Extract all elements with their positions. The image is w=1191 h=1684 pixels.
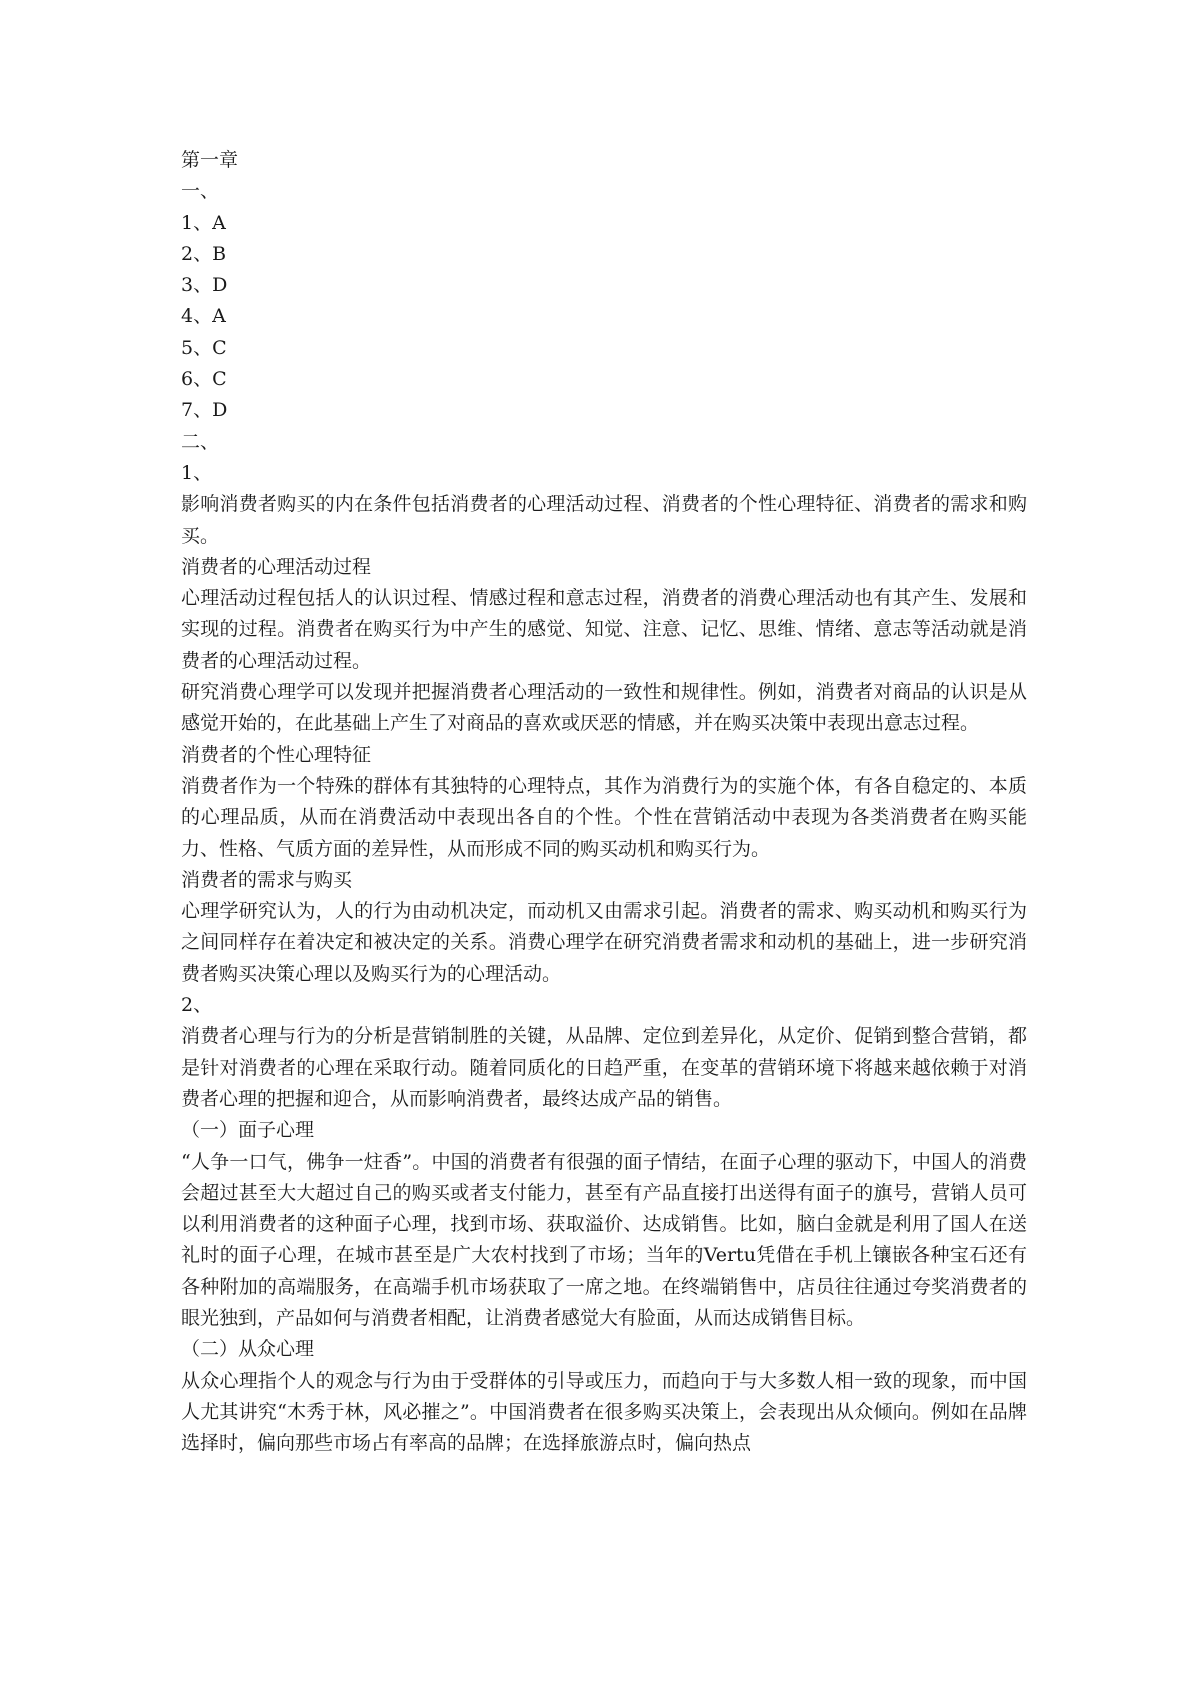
- paragraph: 影响消费者购买的内在条件包括消费者的心理活动过程、消费者的个性心理特征、消费者的需求和购买。: [181, 493, 1027, 547]
- question-number: 2、: [181, 994, 213, 1017]
- paragraph: 心理活动过程包括人的认识过程、情感过程和意志过程，消费者的消费心理活动也有其产生、发展和实现的过程。消费者在购买行为中产生的感觉、知觉、注意、记忆、思维、情绪、意志等活动就是消费者的心理活动过程。: [181, 587, 1027, 672]
- subheading: 消费者的需求与购买: [181, 868, 353, 891]
- paragraph: 从众心理指个人的观念与行为由于受群体的引导或压力，而趋向于与大多数人相一致的现象，而中国人尤其讲究“木秀于林，风必摧之”。中国消费者在很多购买决策上，会表现出从众倾向。例如在品牌选择时，偏向那些市场占有率高的品牌；在选择旅游点时，偏向热点: [181, 1369, 1027, 1455]
- answer-item: 2、B: [181, 242, 227, 265]
- document-body: [181, 145, 1027, 1459]
- answer-item: 6、C: [181, 368, 227, 391]
- paragraph: 消费者作为一个特殊的群体有其独特的心理特点，其作为消费行为的实施个体，有各自稳定的、本质的心理品质，从而在消费活动中表现出各自的个性。个性在营销活动中表现为各类消费者在购买能力、性格、气质方面的差异性，从而形成不同的购买动机和购买行为。: [181, 774, 1027, 860]
- section-heading-1: 一、: [181, 180, 220, 203]
- paragraph: “人争一口气，佛争一炷香”。中国的消费者有很强的面子情结，在面子心理的驱动下，中国人的消费会超过甚至大大超过自己的购买或者支付能力，甚至有产品直接打出送得有面子的旗号，营销人员可以利用消费者的这种面子心理，找到市场、获取溢价、达成销售。比如，脑白金就是利用了国人在送礼时的面子心理，在城市甚至是广大农村找到了市场；当年的Vertu凭借在手机上镶嵌各种宝石还有各种附加的高端服务，在高端手机市场获取了一席之地。在终端销售中，店员往往通过夸奖消费者的眼光独到，产品如何与消费者相配，让消费者感觉大有脸面，从而达成销售目标。: [181, 1150, 1027, 1329]
- paragraph: 研究消费心理学可以发现并把握消费者心理活动的一致性和规律性。例如，消费者对商品的认识是从感觉开始的，在此基础上产生了对商品的喜欢或厌恶的情感，并在购买决策中表现出意志过程。: [181, 681, 1027, 735]
- subheading: 消费者的个性心理特征: [181, 743, 372, 766]
- subheading: （一）面子心理: [181, 1119, 315, 1142]
- question-number: 1、: [181, 461, 213, 484]
- subheading: （二）从众心理: [181, 1338, 315, 1361]
- paragraph: 消费者心理与行为的分析是营销制胜的关键，从品牌、定位到差异化，从定价、促销到整合营销，都是针对消费者的心理在采取行动。随着同质化的日趋严重，在变革的营销环境下将越来越依赖于对消费者心理的把握和迎合，从而影响消费者，最终达成产品的销售。: [181, 1025, 1027, 1110]
- answer-item: 3、D: [181, 274, 228, 297]
- answer-item: 4、A: [181, 305, 226, 328]
- subheading: 消费者的心理活动过程: [181, 555, 372, 578]
- chapter-title: 第一章: [181, 149, 239, 171]
- answer-item: 7、D: [181, 399, 228, 422]
- paragraph: 心理学研究认为，人的行为由动机决定，而动机又由需求引起。消费者的需求、购买动机和购买行为之间同样存在着决定和被决定的关系。消费心理学在研究消费者需求和动机的基础上，进一步研究消费者购买决策心理以及购买行为的心理活动。: [181, 900, 1027, 985]
- section-heading-2: 二、: [181, 430, 220, 453]
- answer-item: 1、A: [181, 211, 226, 234]
- answer-item: 5、C: [181, 336, 227, 359]
